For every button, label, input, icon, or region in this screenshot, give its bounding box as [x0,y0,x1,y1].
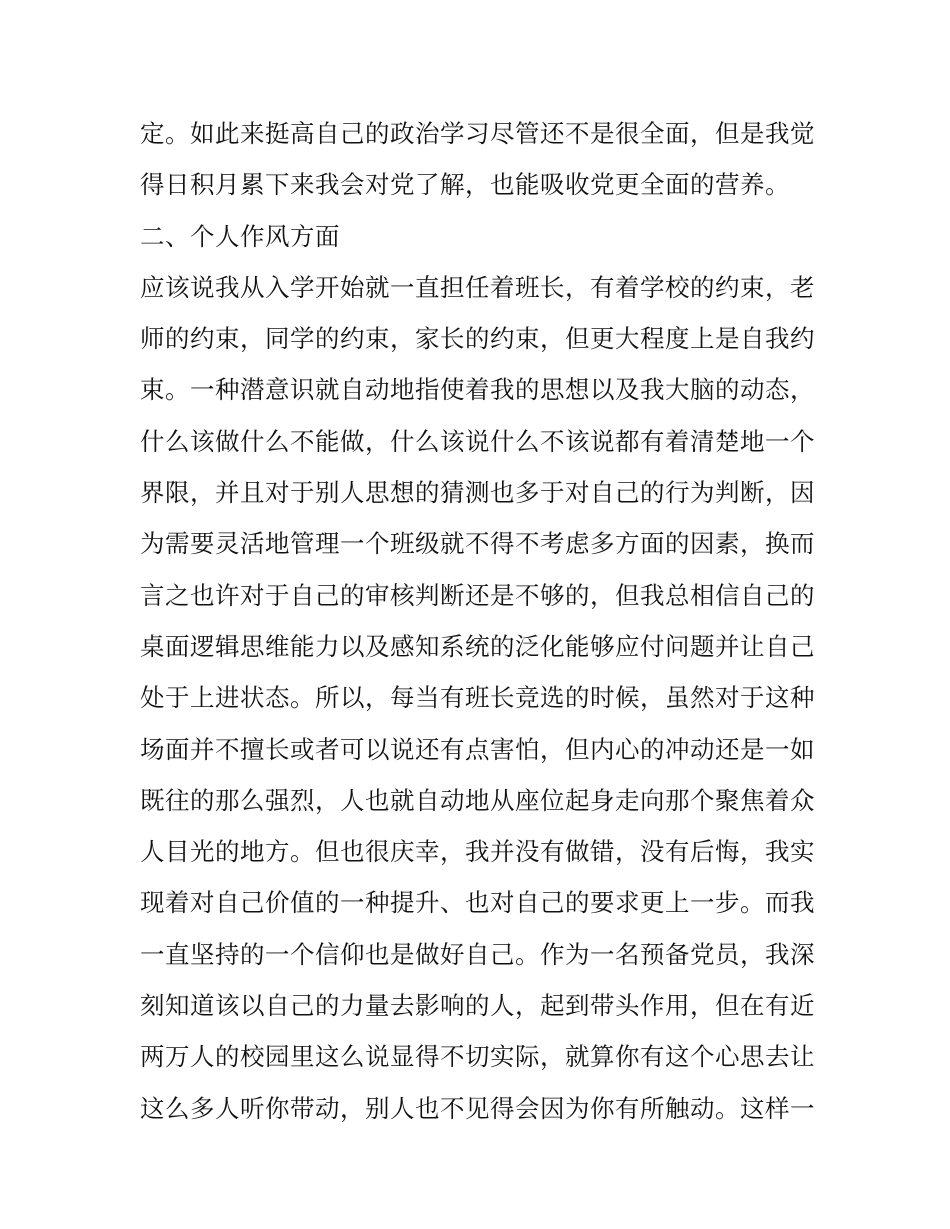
text-line-15: 人目光的地方。但也很庆幸，我并没有做错，没有后悔，我实 [140,837,815,867]
text-line-14: 既往的那么强烈，人也就自动地从座位起身走向那个聚焦着众 [140,785,815,815]
text-line-9: 为需要灵活地管理一个班级就不得不考虑多方面的因素，换而 [140,529,815,559]
text-line-17: 一直坚持的一个信仰也是做好自己。作为一名预备党员，我深 [140,939,815,969]
document-body [140,108,820,1134]
text-line-6: 束。一种潜意识就自动地指使着我的思想以及我大脑的动态， [140,375,815,405]
text-line-10: 言之也许对于自己的审核判断还是不够的，但我总相信自己的 [140,580,815,610]
text-line-8: 界限，并且对于别人思想的猜测也多于对自己的行为判断，因 [140,478,815,508]
text-line-11: 桌面逻辑思维能力以及感知系统的泛化能够应付问题并让自己 [140,631,815,661]
text-line-4: 应该说我从入学开始就一直担任着班长，有着学校的约束，老 [140,272,815,302]
text-line-18: 刻知道该以自己的力量去影响的人，起到带头作用，但在有近 [140,991,815,1021]
text-line-20: 这么多人听你带动，别人也不见得会因为你有所触动。这样一 [140,1093,815,1123]
text-line-12: 处于上进状态。所以，每当有班长竞选的时候，虽然对于这种 [140,683,815,713]
text-line-7: 什么该做什么不能做，什么该说什么不该说都有着清楚地一个 [140,426,815,456]
text-line-2: 得日积月累下来我会对党了解，也能吸收党更全面的营养。 [140,170,790,200]
text-line-16: 现着对自己价值的一种提升、也对自己的要求更上一步。而我 [140,888,815,918]
section-heading: 二、个人作风方面 [140,221,340,251]
text-line-1: 定。如此来挺高自己的政治学习尽管还不是很全面，但是我觉 [140,119,815,148]
text-line-5: 师的约束，同学的约束，家长的约束，但更大程度上是自我约 [140,324,815,354]
text-line-19: 两万人的校园里这么说显得不切实际，就算你有这个心思去让 [140,1042,815,1072]
text-line-13: 场面并不擅长或者可以说还有点害怕，但内心的冲动还是一如 [140,734,815,764]
